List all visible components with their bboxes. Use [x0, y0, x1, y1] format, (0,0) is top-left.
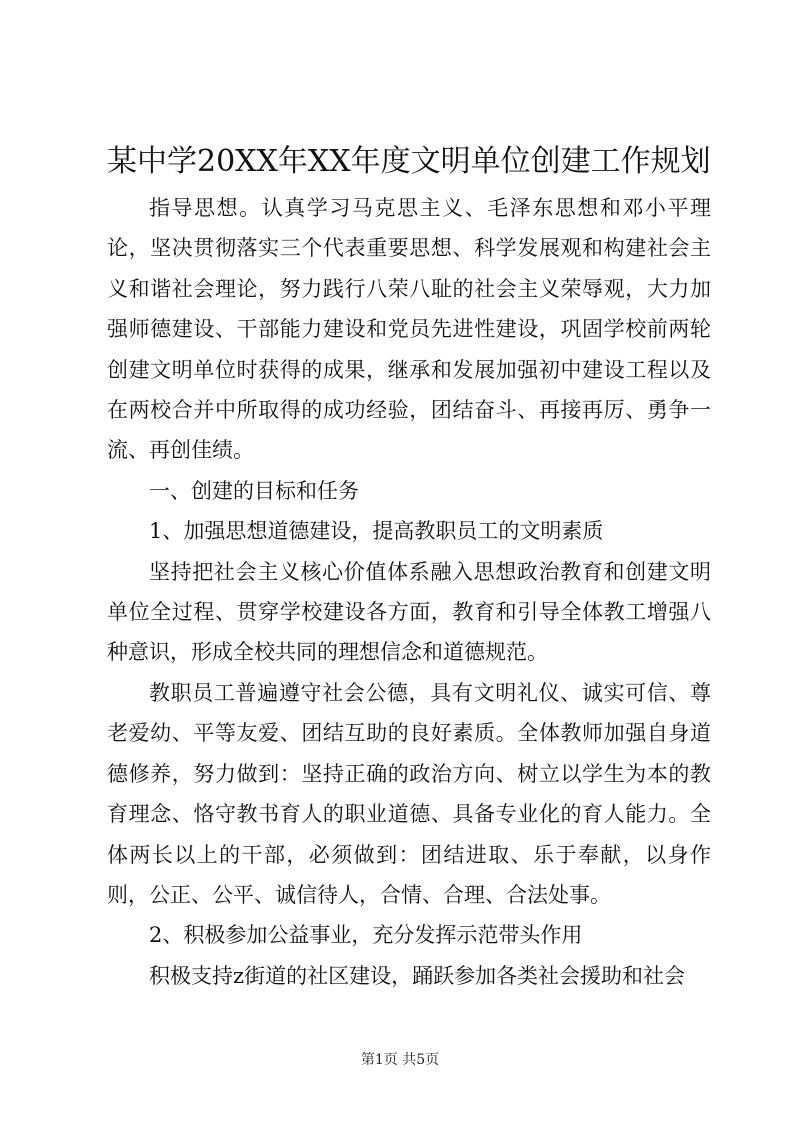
paragraph-community-support: 积极支持z街道的社区建设，踊跃参加各类社会援助和社会: [149, 963, 686, 988]
document-body: [107, 188, 711, 996]
paragraph-guiding-ideology: 指导思想。认真学习马克思主义、毛泽东思想和邓小平理论，坚决贯彻落实三个代表重要思想、科学发展观和构建社会主义和谐社会理论，努力践行八荣八耻的社会主义荣辱观，大力加强师德建设、干部能力建设和党员先进性建设，巩固学校前两轮创建文明单位时获得的成果，继承和发展加强初中建设工程以及在两校合并中所取得的成功经验，团结奋斗、再接再厉、勇争一流、再创佳绩。: [107, 196, 711, 463]
paragraph-staff-conduct: 教职员工普遍遵守社会公德，具有文明礼仪、诚实可信、尊老爱幼、平等友爱、团结互助的良好素质。全体教师加强自身道德修养，努力做到：坚持正确的政治方向、树立以学生为本的教育理念、恪守教书育人的职业道德、具备专业化的育人能力。全体两长以上的干部，必须做到：团结进取、乐于奉献，以身作则，公正、公平、诚信待人，合情、合理、合法处事。: [107, 680, 711, 907]
paragraph-core-values: 坚持把社会主义核心价值体系融入思想政治教育和创建文明单位全过程、贯穿学校建设各方面，教育和引导全体教工增强八种意识，形成全校共同的理想信念和道德规范。: [107, 559, 711, 665]
subheading-public-welfare: 2、积极参加公益事业，充分发挥示范带头作用: [149, 923, 583, 948]
subheading-moral-construction: 1、加强思想道德建设，提高教职员工的文明素质: [149, 519, 604, 544]
page-number-footer: 第1页 共5页: [360, 1052, 440, 1068]
section-heading-goals: 一、创建的目标和任务: [149, 478, 359, 503]
document-title: 某中学20XX年XX年度文明单位创建工作规划: [107, 144, 711, 179]
